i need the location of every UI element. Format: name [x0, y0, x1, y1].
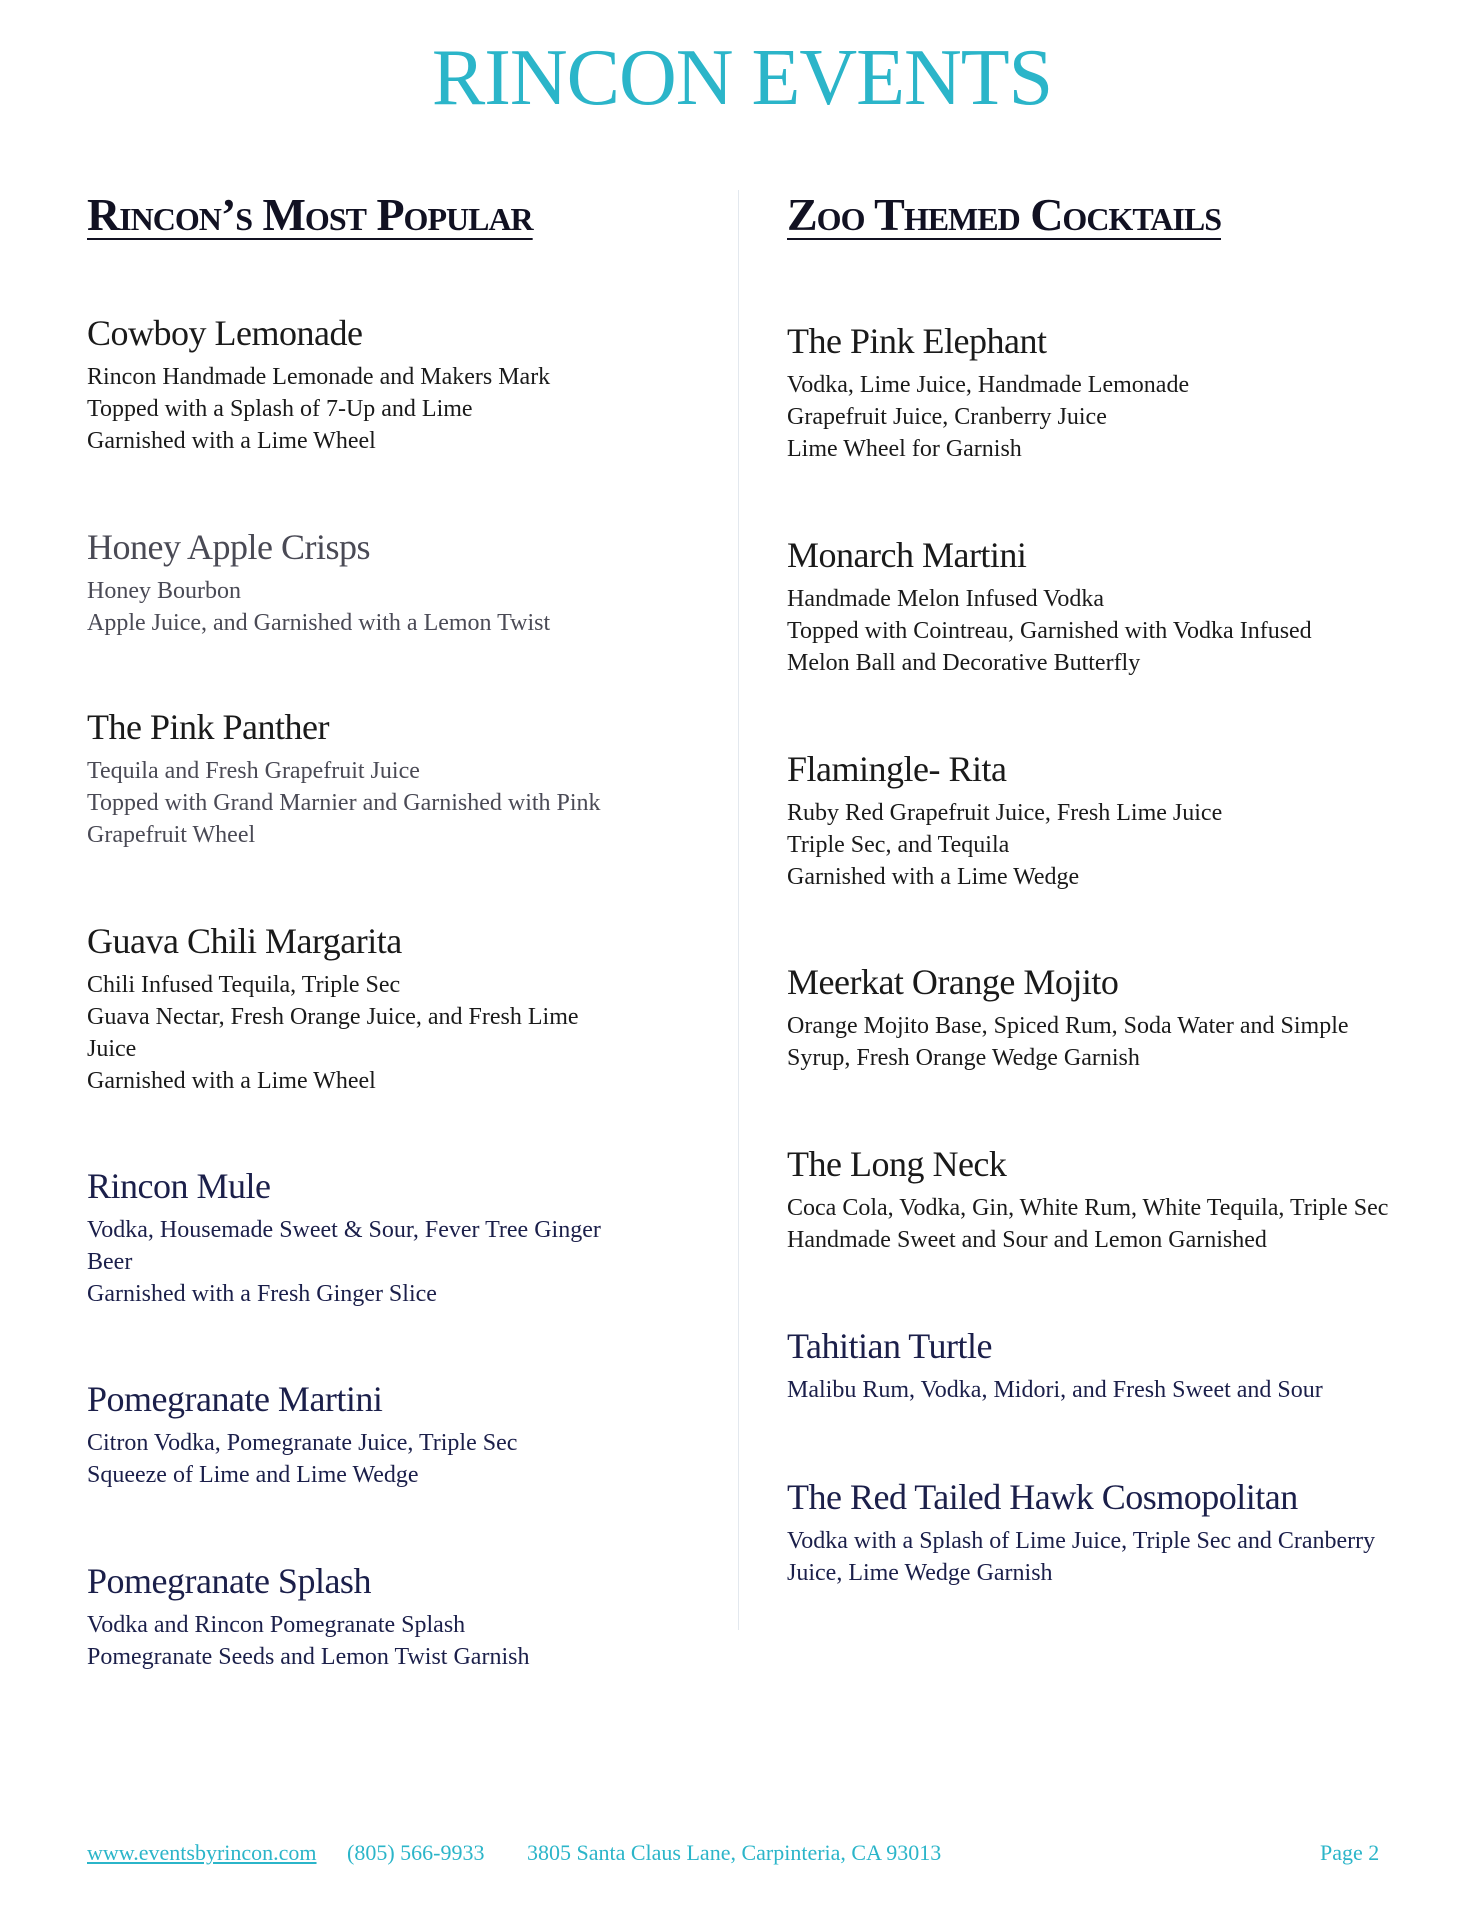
column-divider — [738, 190, 739, 1630]
website-link[interactable]: www.eventsbyrincon.com — [87, 1840, 317, 1865]
menu-item — [787, 961, 1457, 1074]
menu-item — [787, 748, 1457, 893]
section-heading-most-popular: Rincon’s Most Popular — [87, 189, 533, 240]
menu-item-description: Vodka, Housemade Sweet & Sour, Fever Tree Ginger Beer Garnished with a Fresh Ginger Slice — [87, 1217, 601, 1308]
menu-item-description: Handmade Melon Infused Vodka Topped with Cointreau, Garnished with Vodka Infused Melon Ball and Decorative Butterfly — [787, 586, 1312, 677]
menu-item-description: Vodka, Lime Juice, Handmade Lemonade Grapefruit Juice, Cranberry Juice Lime Wheel for Garnish — [787, 372, 1190, 463]
menu-item-name: Tahitian Turtle — [787, 1326, 992, 1366]
menu-item-name: Pomegranate Martini — [87, 1379, 383, 1419]
menu-item — [87, 1378, 707, 1491]
menu-item-name: Guava Chili Margarita — [87, 921, 402, 961]
phone-number: (805) 566-9933 — [347, 1840, 485, 1865]
left-column — [87, 189, 707, 1671]
menu-item-description: Rincon Handmade Lemonade and Makers Mark Topped with a Splash of 7-Up and Lime Garnished with a Lime Wheel — [87, 364, 551, 455]
menu-item — [87, 920, 707, 1097]
menu-item — [87, 1560, 707, 1673]
menu-item-name: The Long Neck — [787, 1144, 1007, 1184]
menu-item — [87, 312, 707, 457]
menu-item — [87, 1165, 707, 1310]
menu-item-name: Rincon Mule — [87, 1166, 271, 1206]
page-title: RINCON EVENTS — [431, 34, 1053, 122]
menu-item-name: Honey Apple Crisps — [87, 527, 370, 567]
menu-item-description: Honey Bourbon Apple Juice, and Garnished with a Lemon Twist — [87, 578, 551, 637]
menu-item-description: Coca Cola, Vodka, Gin, White Rum, White Tequila, Triple Sec Handmade Sweet and Sour and Lemon Garnished — [787, 1195, 1389, 1254]
menu-item — [787, 1325, 1457, 1406]
menu-item-description: Malibu Rum, Vodka, Midori, and Fresh Sweet and Sour — [787, 1377, 1323, 1404]
menu-item-name: Cowboy Lemonade — [87, 313, 363, 353]
menu-item-name: Meerkat Orange Mojito — [787, 962, 1119, 1002]
menu-item-description: Vodka with a Splash of Lime Juice, Triple Sec and Cranberry Juice, Lime Wedge Garnish — [787, 1528, 1376, 1587]
menu-item-description: Tequila and Fresh Grapefruit Juice Topped with Grand Marnier and Garnished with Pink Grapefruit Wheel — [87, 758, 601, 849]
menu-item-description: Orange Mojito Base, Spiced Rum, Soda Water and Simple Syrup, Fresh Orange Wedge Garnish — [787, 1013, 1349, 1072]
menu-item-name: The Pink Elephant — [787, 321, 1047, 361]
menu-item-name: Flamingle- Rita — [787, 749, 1007, 789]
menu-item-description: Ruby Red Grapefruit Juice, Fresh Lime Juice Triple Sec, and Tequila Garnished with a Lime Wedge — [787, 800, 1223, 891]
menu-item-description: Citron Vodka, Pomegranate Juice, Triple Sec Squeeze of Lime and Lime Wedge — [87, 1430, 518, 1489]
section-heading-zoo-themed: Zoo Themed Cocktails — [787, 189, 1221, 240]
menu-item-name: The Red Tailed Hawk Cosmopolitan — [787, 1477, 1298, 1517]
page-number: Page 2 — [1320, 1840, 1380, 1865]
menu-item — [87, 706, 707, 851]
menu-item-name: The Pink Panther — [87, 707, 329, 747]
menu-item-description: Vodka and Rincon Pomegranate Splash Pomegranate Seeds and Lemon Twist Garnish — [87, 1612, 530, 1671]
address: 3805 Santa Claus Lane, Carpinteria, CA 93013 — [527, 1840, 942, 1865]
menu-item — [87, 526, 707, 639]
menu-item-description: Chili Infused Tequila, Triple Sec Guava Nectar, Fresh Orange Juice, and Fresh Lime Juice Garnished with a Lime Wheel — [87, 972, 579, 1095]
menu-item — [787, 1476, 1457, 1589]
menu-item — [787, 534, 1457, 679]
right-column — [787, 189, 1457, 1587]
menu-item — [787, 320, 1457, 465]
menu-item — [787, 1143, 1457, 1256]
menu-item-name: Pomegranate Splash — [87, 1561, 371, 1601]
menu-item-name: Monarch Martini — [787, 535, 1027, 575]
